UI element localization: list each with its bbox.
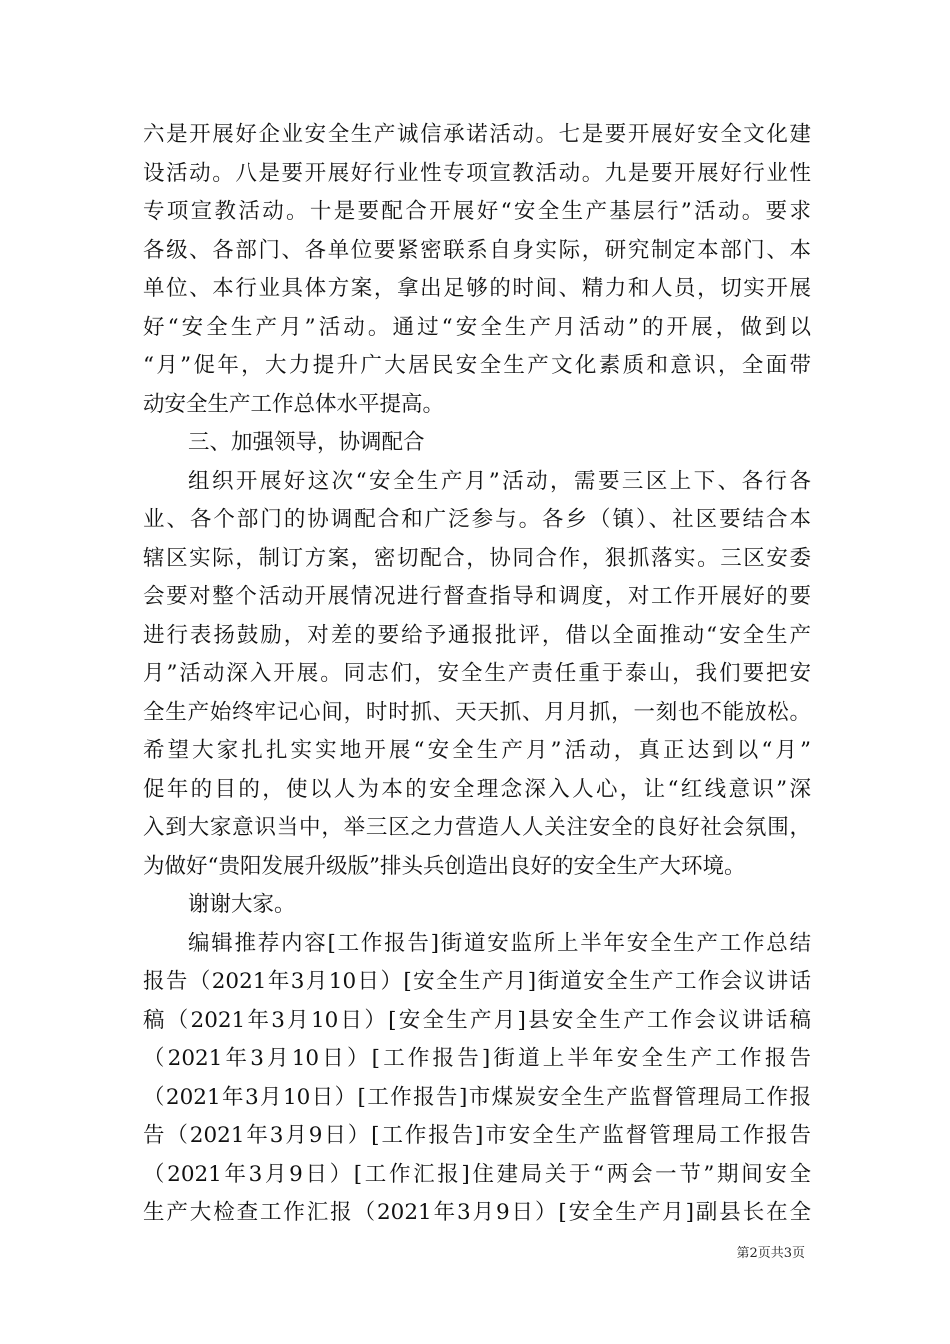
text-line: 专项宣教活动。十是要配合开展好“安全生产基层行”活动。要求 — [143, 199, 811, 224]
text-line: 六是开展好企业安全生产诚信承诺活动。七是要开展好安全文化建 — [143, 122, 811, 147]
text-line: （2021年3月10日）[工作报告]市煤炭安全生产监督管理局工作报 — [143, 1084, 811, 1110]
text-line: 全生产始终牢记心间，时时抓、天天抓、月月抓，一刻也不能放松。 — [143, 699, 811, 725]
text-line: 促年的目的，使以人为本的安全理念深入人心，让“红线意识”深 — [143, 776, 811, 802]
text-line: （2021年3月9日）[工作汇报]住建局关于“两会一节”期间安全 — [143, 1161, 811, 1187]
text-line: 入到大家意识当中，举三区之力营造人人关注安全的良好社会氛围， — [143, 815, 811, 840]
text-line: 告（2021年3月9日）[工作报告]市安全生产监督管理局工作报告 — [143, 1123, 811, 1148]
document-body — [143, 116, 811, 1233]
text-line: （2021年3月10日）[工作报告]街道上半年安全生产工作报告 — [143, 1046, 811, 1071]
text-line: 希望大家扎扎实实地开展“安全生产月”活动，真正达到以“月” — [143, 738, 811, 763]
text-line: 动安全生产工作总体水平提高。 — [143, 391, 445, 417]
text-line: 单位、本行业具体方案，拿出足够的时间、精力和人员，切实开展 — [143, 276, 811, 301]
text-line: 辖区实际，制订方案，密切配合，协同合作，狠抓落实。三区安委 — [143, 545, 811, 571]
text-line: 稿（2021年3月10日）[安全生产月]县安全生产工作会议讲话稿 — [143, 1007, 811, 1033]
text-line: 为做好“贵阳发展升级版”排头兵创造出良好的安全生产大环境。 — [143, 853, 746, 879]
text-line: “月”促年，大力提升广大居民安全生产文化素质和意识，全面带 — [143, 353, 811, 378]
text-line: 三、加强领导，协调配合 — [188, 430, 425, 455]
text-line: 会要对整个活动开展情况进行督查指导和调度，对工作开展好的要 — [143, 584, 811, 609]
text-line: 进行表扬鼓励，对差的要给予通报批评，借以全面推动“安全生产 — [143, 622, 811, 648]
text-line: 谢谢大家。 — [188, 892, 296, 917]
text-line: 好“安全生产月”活动。通过“安全生产月活动”的开展，做到以 — [143, 314, 811, 340]
text-line: 编辑推荐内容[工作报告]街道安监所上半年安全生产工作总结 — [188, 930, 811, 956]
text-line: 月”活动深入开展。同志们，安全生产责任重于泰山，我们要把安 — [143, 661, 811, 686]
page-number: 第2页共3页 — [736, 1246, 805, 1261]
text-line: 设活动。八是要开展好行业性专项宣教活动。九是要开展好行业性 — [143, 160, 811, 186]
text-line: 业、各个部门的协调配合和广泛参与。各乡（镇）、社区要结合本 — [143, 507, 811, 532]
text-line: 生产大检查工作汇报（2021年3月9日）[安全生产月]副县长在全 — [143, 1200, 811, 1225]
text-line: 组织开展好这次“安全生产月”活动，需要三区上下、各行各 — [188, 468, 811, 494]
text-line: 报告（2021年3月10日）[安全生产月]街道安全生产工作会议讲话 — [143, 969, 811, 994]
text-line: 各级、各部门、各单位要紧密联系自身实际，研究制定本部门、本 — [143, 237, 811, 263]
